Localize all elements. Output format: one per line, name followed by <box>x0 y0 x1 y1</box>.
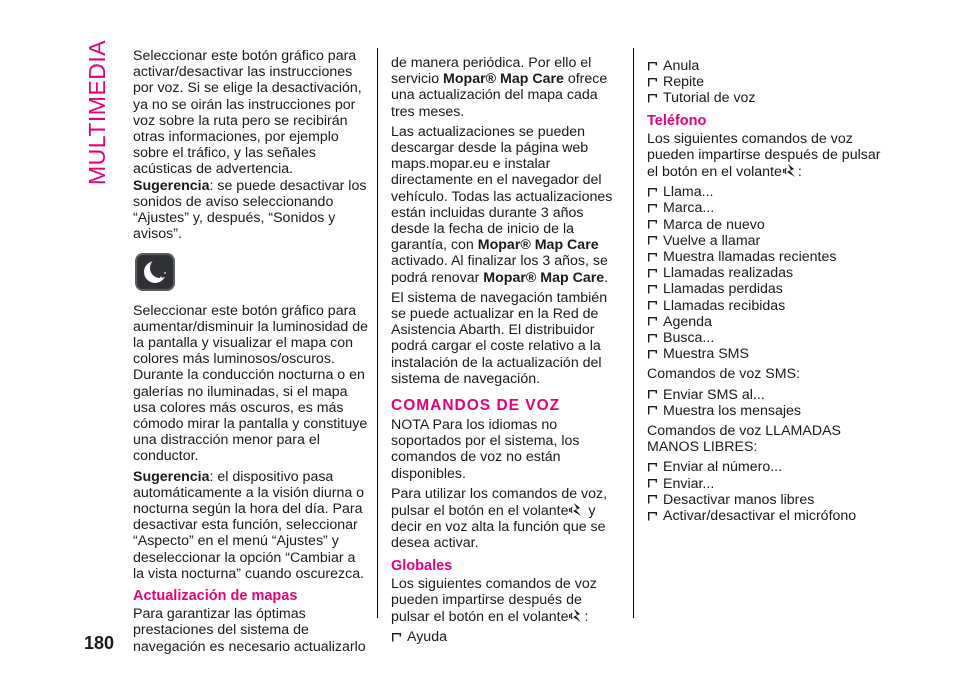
bullet-icon <box>648 463 657 472</box>
list-item: Agenda <box>647 314 887 330</box>
heading-map-updates: Actualización de mapas <box>133 588 298 605</box>
list-item: Anula <box>647 58 887 74</box>
list-item: Repite <box>647 74 887 90</box>
list-item: Enviar... <box>647 476 887 492</box>
page-number: 180 <box>84 633 115 653</box>
paragraph: El sistema de navegación también se puede actualizar en la Red de Asistencia Abarth. El distribuidor podrá cargar el coste relativo a la instalación de la actualización del sistema de navegación. <box>391 289 608 387</box>
bullet-icon <box>648 495 657 504</box>
paragraph: NOTA Para los idiomas no soportados por el sistema, los comandos de voz no están disponibles. <box>391 417 580 482</box>
bullet-icon <box>648 301 657 310</box>
bullet-icon <box>648 285 657 294</box>
column-divider <box>633 48 634 618</box>
voice-command-icon <box>569 502 583 518</box>
column-2 <box>391 55 624 650</box>
list-item: Llamadas recibidas <box>647 298 887 314</box>
bullet-icon <box>648 236 657 245</box>
paragraph: Comandos de voz SMS: <box>647 366 800 383</box>
list-item: Activar/desactivar el micrófono <box>647 508 887 524</box>
list-item: Muestra llamadas recientes <box>647 249 887 265</box>
bullet-icon <box>648 317 657 326</box>
list-item: Enviar SMS al... <box>647 387 887 403</box>
handsfree-commands-list <box>647 459 887 524</box>
paragraph: Las actualizaciones se pueden descargar desde la página web maps.mopar.eu e instalar directamente en el navegador del vehículo. Todas las actualizaciones están incluidas durante 3 años desde la fecha de inicio de la garantía, con Mopar® Map Care activado. Al finalizar los 3 años, se podrá renovar Mopar® Map Care. <box>391 123 613 286</box>
bullet-icon <box>648 512 657 521</box>
section-title: MULTIMEDIA <box>84 39 110 185</box>
phone-commands-list <box>647 184 887 362</box>
bullet-icon <box>648 350 657 359</box>
column-1 <box>133 48 369 659</box>
bullet-icon <box>648 188 657 197</box>
column-divider <box>377 48 378 618</box>
brand-name: Mopar® Map Care <box>483 269 605 286</box>
list-item: Tutorial de voz <box>647 90 887 106</box>
paragraph: de manera periódica. Por ello el servicio Mopar® Map Care ofrece una actualización del mapa cada tres meses. <box>391 55 608 120</box>
voice-command-icon <box>569 608 583 624</box>
bullet-icon <box>648 253 657 262</box>
global-commands-list <box>391 629 624 645</box>
list-item: Llama... <box>647 184 887 200</box>
paragraph: Para utilizar los comandos de voz, pulsar el botón en el volante y decir en voz alta la función que se desea activar. <box>391 485 608 552</box>
paragraph: Seleccionar este botón gráfico para aumentar/disminuir la luminosidad de la pantalla y visualizar el mapa con colores más luminosos/oscuros. Durante la conducción nocturna o en galerías no iluminadas, si el mapa usa colores más oscuros, es más cómodo mirar la pantalla y constituye una distracción menor para el conductor. <box>133 302 369 465</box>
voice-command-icon <box>783 163 797 179</box>
paragraph: Sugerencia: el dispositivo pasa automáticamente a la visión diurna o nocturna según la hora del día. Para desactivar esta función, seleccionar “Aspecto” en el menú “Ajustes” y deseleccionar la opción “Cambiar a la vista nocturna” cuando oscurezca. <box>133 468 365 582</box>
list-item: Marca... <box>647 200 887 216</box>
list-item: Muestra los mensajes <box>647 403 887 419</box>
bullet-icon <box>648 390 657 399</box>
list-item: Desactivar manos libres <box>647 492 887 508</box>
list-item: Muestra SMS <box>647 346 887 362</box>
list-item: Llamadas perdidas <box>647 281 887 297</box>
list-item: Llamadas realizadas <box>647 265 887 281</box>
global-commands-list <box>647 58 887 107</box>
bullet-icon <box>392 633 401 642</box>
paragraph: Para garantizar las óptimas prestaciones del sistema de navegación es necesario actualizarlo <box>133 606 366 655</box>
paragraph: Los siguientes comandos de voz pueden impartirse después de pulsar el botón en el volante : <box>391 575 597 626</box>
tip-label: Sugerencia <box>133 177 210 194</box>
brand-name: Mopar® Map Care <box>477 237 599 254</box>
bullet-icon <box>648 220 657 229</box>
list-item: Enviar al número... <box>647 459 887 475</box>
bullet-icon <box>648 204 657 213</box>
tip-label: Sugerencia <box>133 468 210 485</box>
bullet-icon <box>648 406 657 415</box>
heading-phone: Teléfono <box>647 112 707 129</box>
bullet-icon <box>648 94 657 103</box>
bullet-icon <box>648 334 657 343</box>
list-item: Busca... <box>647 330 887 346</box>
moon-night-mode-icon <box>134 252 176 292</box>
list-item: Marca de nuevo <box>647 217 887 233</box>
paragraph: Los siguientes comandos de voz pueden impartirse después de pulsar el botón en el volante : <box>647 130 881 181</box>
bullet-icon <box>648 269 657 278</box>
bullet-icon <box>648 62 657 71</box>
bullet-icon <box>648 479 657 488</box>
bullet-icon <box>648 78 657 87</box>
brand-name: Mopar® Map Care <box>443 71 564 88</box>
list-item: Vuelve a llamar <box>647 233 887 249</box>
heading-global: Globales <box>391 557 453 574</box>
list-item: Ayuda <box>391 629 624 645</box>
paragraph: Comandos de voz LLAMADAS MANOS LIBRES: <box>647 423 841 456</box>
column-3 <box>647 58 887 528</box>
sms-commands-list <box>647 387 887 419</box>
heading-voice-commands: COMANDOS DE VOZ <box>391 397 561 415</box>
paragraph: Seleccionar este botón gráfico para activar/desactivar las instrucciones por voz. Si se elige la desactivación, ya no se oirán las instrucciones por voz sobre la ruta pero se recibirán otras informaciones, por ejemplo sobre el tráfico, y las señales acústicas de advertencia. Sugerencia: se puede desactivar los sonidos de aviso seleccionando “Ajustes” y, después, “Sonidos y avisos”. <box>133 48 367 243</box>
